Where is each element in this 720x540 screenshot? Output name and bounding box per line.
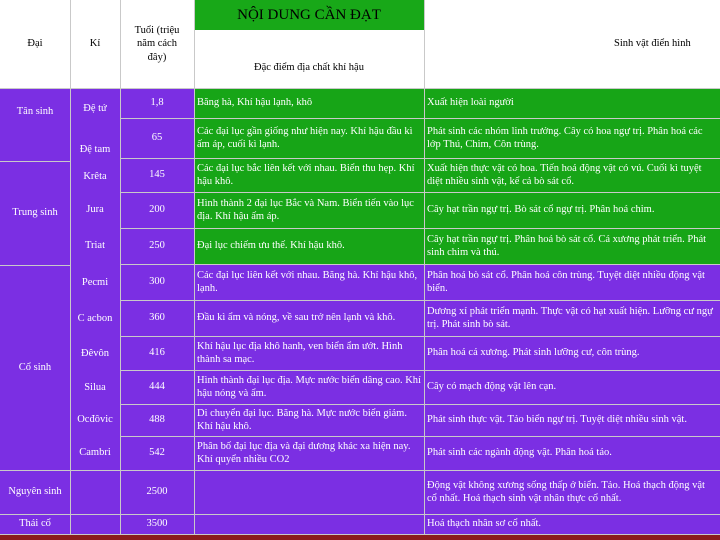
grid-line	[120, 228, 720, 229]
age-cell: 3500	[120, 514, 194, 534]
period-cell	[70, 301, 120, 337]
geo-cell-empty	[194, 514, 424, 534]
age-cell: 65	[120, 118, 194, 158]
grid-line	[194, 0, 195, 534]
grid-line	[0, 534, 720, 535]
period-label: Đêvôn	[81, 348, 109, 360]
geo-cell: Các đại lục liên kết với nhau. Băng hà. Khí hậu khô, lạnh.	[194, 264, 424, 300]
grid-line	[0, 470, 720, 471]
age-cell: 542	[120, 436, 194, 470]
period-cell	[70, 193, 120, 227]
period-label: Jura	[86, 204, 104, 216]
era-nguyen-sinh: Nguyên sinh	[0, 470, 70, 514]
geo-cell: Các đại lục bắc liên kết với nhau. Biển thu hẹp. Khí hậu khô.	[194, 158, 424, 192]
grid-line	[120, 370, 720, 371]
grid-line	[120, 158, 720, 159]
bio-cell: Phát sinh các ngành động vật. Phân hoá tảo.	[424, 436, 720, 470]
geo-cell: Đầu kì ẩm và nóng, về sau trở nên lạnh và khô.	[194, 300, 424, 336]
bio-cell: Hoá thạch nhân sơ cổ nhất.	[424, 514, 720, 534]
geo-cell: Phân bố đại lục địa và đại dương khác xa hiện nay. Khí quyển nhiều CO2	[194, 436, 424, 470]
header-age: Tuổi (triệu năm cách đây)	[120, 0, 194, 88]
period-label: Silua	[84, 381, 106, 393]
era-trung-sinh: Trung sinh	[0, 161, 70, 265]
age-cell: 416	[120, 336, 194, 370]
header-geo: Đặc điểm địa chất khí hậu	[194, 30, 424, 88]
age-cell: 300	[120, 264, 194, 300]
period-cell	[70, 265, 120, 301]
grid-line	[424, 0, 425, 534]
bio-cell: Phân hoá cá xương. Phát sinh lưỡng cư, côn trùng.	[424, 336, 720, 370]
grid-line	[120, 436, 720, 437]
grid-line	[120, 264, 720, 265]
age-cell: 488	[120, 404, 194, 436]
grid-line	[0, 514, 720, 515]
bio-cell: Động vật không xương sống thấp ở biển. Tảo. Hoá thạch động vật cổ nhất. Hoá thạch sinh vật nhân thực cổ nhất.	[424, 470, 720, 514]
period-cell	[70, 227, 120, 265]
grid-line	[120, 118, 720, 119]
period-label: Triat	[84, 240, 106, 252]
age-cell: 360	[120, 300, 194, 336]
period-label: Krêta	[83, 171, 107, 183]
period-cell-empty	[70, 470, 120, 534]
bio-cell: Cây hạt trần ngự trị. Phân hoá bò sát cổ. Cá xương phát triển. Phát sinh chim và thú.	[424, 228, 720, 264]
bio-cell: Dương xỉ phát triển mạnh. Thực vật có hạt xuất hiện. Lưỡng cư ngự trị. Phát sinh bò sát.	[424, 300, 720, 336]
period-label: Pecmi	[81, 277, 109, 289]
grid-line	[120, 300, 720, 301]
header-title: NỘI DUNG CẦN ĐẠT	[194, 0, 424, 30]
header-bio: Sinh vật điển hình	[424, 0, 720, 88]
grid-line	[120, 192, 720, 193]
era-tan-sinh: Tân sinh	[0, 88, 70, 161]
period-label: Cambri	[79, 447, 111, 459]
geo-cell: Đại lục chiếm ưu thế. Khí hậu khô.	[194, 228, 424, 264]
geo-cell: Hình thành 2 đại lục Bắc và Nam. Biển tiến vào lục địa. Khí hậu ấm áp.	[194, 192, 424, 228]
age-cell: 200	[120, 192, 194, 228]
bio-cell: Phân hoá bò sát cổ. Phân hoá côn trùng. Tuyệt diệt nhiều động vật biển.	[424, 264, 720, 300]
geo-cell: Di chuyển đại lục. Băng hà. Mực nước biển giảm. Khí hậu khô.	[194, 404, 424, 436]
grid-line	[120, 336, 720, 337]
bio-cell: Phát sinh thực vật. Tảo biển ngự trị. Tuyệt diệt nhiều sinh vật.	[424, 404, 720, 436]
grid-line	[0, 265, 70, 266]
age-cell: 145	[120, 158, 194, 192]
grid-line	[120, 0, 121, 534]
age-cell: 1,8	[120, 88, 194, 118]
grid-line	[120, 404, 720, 405]
bio-cell: Phát sinh các nhóm linh trưởng. Cây có hoa ngự trị. Phân hoá các lớp Thú, Chim, Côn trùng.	[424, 118, 720, 158]
grid-line	[0, 161, 70, 162]
period-cell	[70, 88, 120, 130]
age-cell: 444	[120, 370, 194, 404]
period-label: Đệ tam	[79, 143, 111, 155]
era-thai-co: Thái cổ	[0, 514, 70, 534]
grid-line	[70, 0, 71, 534]
period-label: Ocđôvic	[77, 414, 113, 426]
period-cell	[70, 161, 120, 193]
header-period: Kỉ	[70, 0, 120, 88]
geo-cell-empty	[194, 470, 424, 514]
period-cell	[70, 337, 120, 371]
header-era: Đại	[0, 0, 70, 88]
grid-line	[0, 88, 720, 89]
period-cell	[70, 371, 120, 404]
age-cell: 250	[120, 228, 194, 264]
period-cell	[70, 404, 120, 436]
era-co-sinh: Cổ sinh	[0, 265, 70, 470]
period-label: C acbon	[77, 313, 113, 325]
period-cell	[70, 130, 120, 161]
period-label: Đệ tứ	[83, 103, 107, 115]
age-cell: 2500	[120, 470, 194, 514]
geo-cell: Hình thành đại lục địa. Mực nước biển dâng cao. Khí hậu nóng và ẩm.	[194, 370, 424, 404]
bio-cell: Xuất hiện thực vật có hoa. Tiến hoá động vật có vú. Cuối kì tuyệt diệt nhiều sinh vật, kể cả bò sát cổ.	[424, 158, 720, 192]
bio-cell: Cây hạt trần ngự trị. Bò sát cổ ngự trị. Phân hoá chim.	[424, 192, 720, 228]
geo-cell: Các đại lục gần giống như hiện nay. Khí hậu đầu kì ấm áp, cuối kì lạnh.	[194, 118, 424, 158]
bio-cell: Cây có mạch động vật lên cạn.	[424, 370, 720, 404]
bio-cell: Xuất hiện loài người	[424, 88, 720, 118]
period-cell	[70, 436, 120, 470]
geo-cell: Khí hậu lục địa khô hanh, ven biển ẩm ướt. Hình thành sa mạc.	[194, 336, 424, 370]
geo-cell: Băng hà, Khí hậu lạnh, khô	[194, 88, 424, 118]
